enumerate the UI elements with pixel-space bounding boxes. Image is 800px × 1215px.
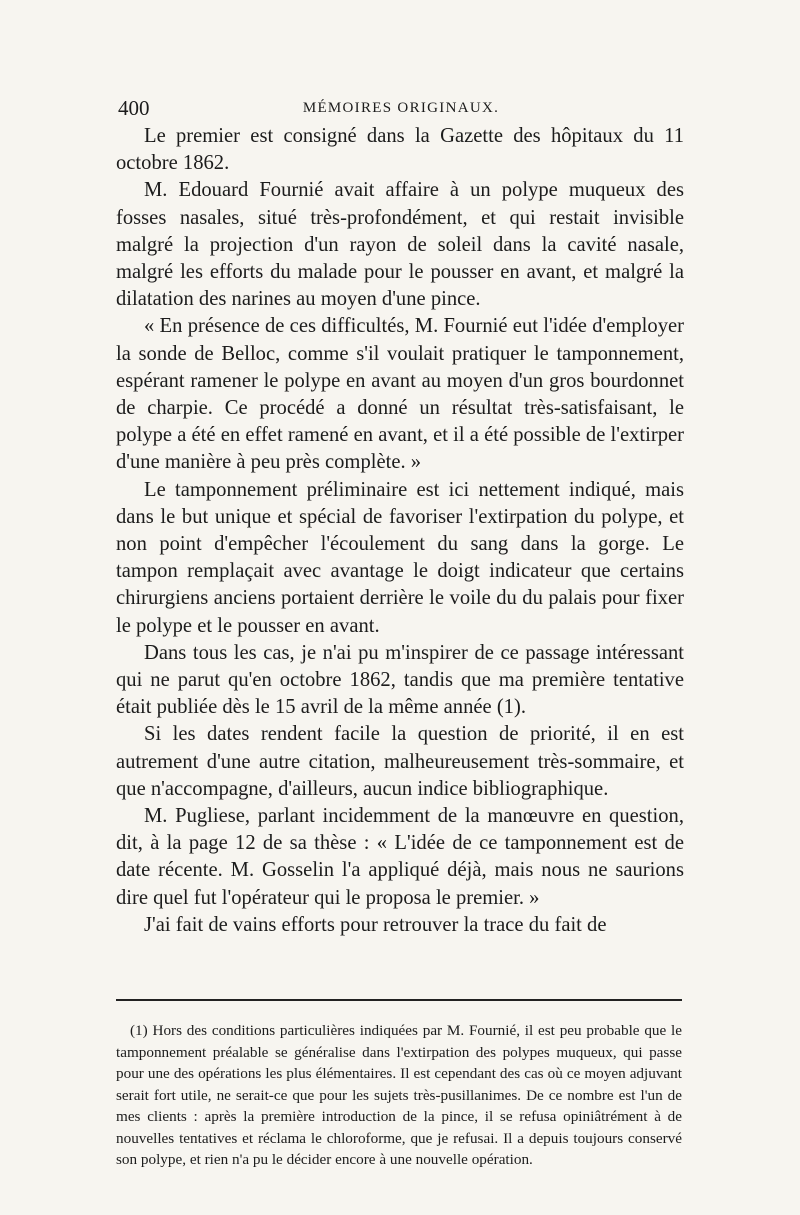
paragraph: Le premier est consigné dans la Gazette des hôpitaux du 11 octobre 1862. <box>116 125 684 175</box>
paragraph: J'ai fait de vains efforts pour retrouver la trace du fait de <box>144 913 607 936</box>
paragraph: Dans tous les cas, je n'ai pu m'inspirer de ce passage intéressant qui ne parut qu'en octobre 1862, tandis que ma première tentative était publiée dès le 15 avril de la même année (1). <box>116 641 684 719</box>
footnotes <box>116 1020 682 1171</box>
page-number: 400 <box>118 96 150 120</box>
paragraph: M. Edouard Fournié avait affaire à un polype muqueux des fosses nasales, situé très-profondément, et qui restait invisible malgré la projection d'un rayon de soleil dans la cavité nasale, malgré les efforts du malade pour le pousser en avant, et malgré la dilatation des narines au moyen d'une pince. <box>116 179 684 311</box>
paragraph: Si les dates rendent facile la question de priorité, il en est autrement d'une autre citation, malheureusement très-sommaire, et que n'accompagne, d'ailleurs, aucun indice bibliographique. <box>116 723 684 800</box>
footnote: (1) Hors des conditions particulières indiquées par M. Fournié, il est peu probable que le tamponnement préalable se généralise dans l'extirpation des polypes muqueux, qui passe pour une des opérations les plus élémentaires. Il est cependant des cas où ce moyen adjuvant serait fort utile, ne serait-ce que pour les sujets très-pusillanimes. De ce nombre est l'un de mes clients : après la première introduction de la pince, il se refusa opiniâtrément à de nouvelles tentatives et réclama le chloroforme, que je refusai. Il a depuis toujours conservé son polype, et rien n'a pu le décider encore à une nouvelle opération. <box>116 1022 682 1168</box>
paragraph: Le tamponnement préliminaire est ici nettement indiqué, mais dans le but unique et spécial de favoriser l'extirpation du polype, et non point d'empêcher l'écoulement du sang dans la gorge. Le tampon remplaçait avec avantage le doigt indicateur que certains chirurgiens anciens portaient derrière le voile du du palais pour fixer le polype et le pousser en avant. <box>116 478 684 637</box>
paragraph: M. Pugliese, parlant incidemment de la manœuvre en question, dit, à la page 12 de sa thèse : « L'idée de ce tamponnement est de date récente. M. Gosselin l'a appliqué déjà, mais nous ne saurions dire quel fut l'opérateur qui le proposa le premier. » <box>116 805 684 909</box>
paragraph: « En présence de ces difficultés, M. Fournié eut l'idée d'employer la sonde de Belloc, comme s'il voulait pratiquer le tamponnement, espérant ramener le polype en avant au moyen d'un gros bourdonnet de charpie. Ce procédé a donné un résultat très-satisfaisant, le polype a été en effet ramené en avant, et il a été possible de l'extirper d'une manière à peu près complète. » <box>116 315 684 474</box>
page-header <box>118 96 684 126</box>
footnote-divider <box>116 999 682 1001</box>
body-text <box>116 123 684 939</box>
running-title: MÉMOIRES ORIGINAUX. <box>302 100 500 116</box>
